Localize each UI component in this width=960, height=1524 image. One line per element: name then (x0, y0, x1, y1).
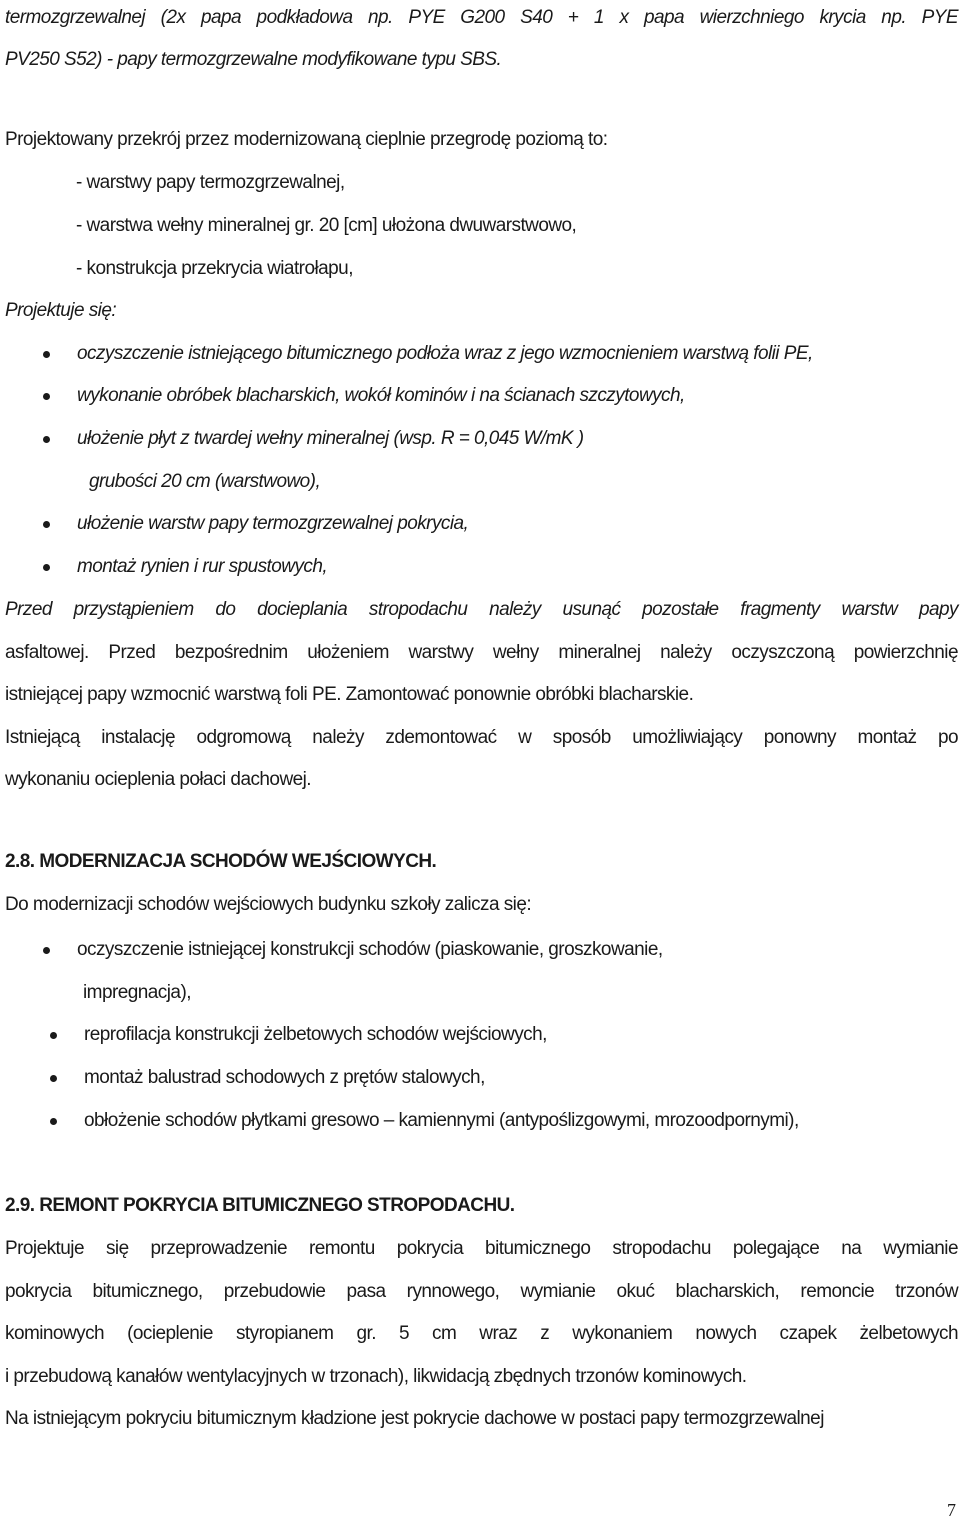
text-line: Projektuje się przeprowadzenie remontu pokrycia bitumicznego stropodachu polegające na wymianie (5, 1238, 958, 1259)
text-line: Do modernizacji schodów wejściowych budynku szkoły zalicza się: (5, 894, 532, 915)
page-number: 7 (947, 1500, 956, 1520)
bullet-item: obłożenie schodów płytkami gresowo – kamiennymi (antypoślizgowymi, mrozoodpornymi), (84, 1110, 799, 1131)
text-line: pokrycia bitumicznego, przebudowie pasa rynnowego, wymianie okuć blacharskich, remoncie trzonów (5, 1281, 958, 1302)
text-line: Projektowany przekrój przez modernizowaną cieplnie przegrodę poziomą to: (5, 129, 608, 150)
bullet-icon (43, 521, 50, 528)
bullet-icon (43, 393, 50, 400)
bullet-item: reprofilacja konstrukcji żelbetowych schodów wejściowych, (84, 1024, 547, 1045)
bullet-item: oczyszczenie istniejącej konstrukcji schodów (piaskowanie, groszkowanie, (77, 939, 663, 960)
bullet-item: montaż rynien i rur spustowych, (77, 556, 328, 577)
text-line: Na istniejącym pokryciu bitumicznym kładzione jest pokrycie dachowe w postaci papy termozgrzewalnej (5, 1408, 824, 1429)
text-line: asfaltowej. Przed bezpośrednim ułożeniem warstwy wełny mineralnej należy oczyszczoną powierzchnię (5, 642, 958, 663)
text-line: i przebudową kanałów wentylacyjnych w trzonach), likwidacją zbędnych trzonów kominowych. (5, 1366, 747, 1387)
list-item: - warstwa wełny mineralnej gr. 20 [cm] ułożona dwuwarstwowo, (76, 215, 577, 236)
bullet-icon (50, 1075, 57, 1082)
section-heading: 2.8. MODERNIZACJA SCHODÓW WEJŚCIOWYCH. (5, 851, 437, 872)
text-line: Istniejącą instalację odgromową należy zdemontować w sposób umożliwiający ponowny montaż po (5, 727, 958, 748)
bullet-icon (50, 1032, 57, 1039)
bullet-item: wykonanie obróbek blacharskich, wokół kominów i na ścianach szczytowych, (77, 385, 685, 406)
bullet-item-continuation: impregnacja), (83, 982, 191, 1003)
text-line: termozgrzewalnej (2x papa podkładowa np. PYE G200 S40 + 1 x papa wierzchniego krycia np. PYE (5, 7, 958, 28)
text-line: istniejącej papy wzmocnić warstwą foli PE. Zamontować ponownie obróbki blacharskie. (5, 684, 694, 705)
bullet-icon (43, 351, 50, 358)
text-line: PV250 S52) - papy termozgrzewalne modyfikowane typu SBS. (5, 49, 502, 70)
text-line: wykonaniu ocieplenia połaci dachowej. (5, 769, 312, 790)
bullet-item: ułożenie płyt z twardej wełny mineralnej (wsp. R = 0,045 W/mK ) (77, 428, 584, 449)
text-line: Przed przystąpieniem do docieplania stropodachu należy usunąć pozostałe fragmenty warstw papy (5, 599, 958, 620)
bullet-item: montaż balustrad schodowych z prętów stalowych, (84, 1067, 485, 1088)
bullet-icon (43, 436, 50, 443)
bullet-icon (50, 1118, 57, 1125)
bullet-icon (43, 947, 50, 954)
list-item: - warstwy papy termozgrzewalnej, (76, 172, 345, 193)
list-item: - konstrukcja przekrycia wiatrołapu, (76, 258, 353, 279)
bullet-icon (43, 564, 50, 571)
text-line: kominowych (ocieplenie styropianem gr. 5 cm wraz z wykonaniem nowych czapek żelbetowych (5, 1323, 958, 1344)
text-line: Projektuje się: (5, 300, 117, 321)
bullet-item: oczyszczenie istniejącego bitumicznego podłoża wraz z jego wzmocnieniem warstwą folii PE, (77, 343, 813, 364)
section-heading: 2.9. REMONT POKRYCIA BITUMICZNEGO STROPODACHU. (5, 1195, 515, 1216)
bullet-item-continuation: grubości 20 cm (warstwowo), (89, 471, 321, 492)
bullet-item: ułożenie warstw papy termozgrzewalnej pokrycia, (77, 513, 469, 534)
